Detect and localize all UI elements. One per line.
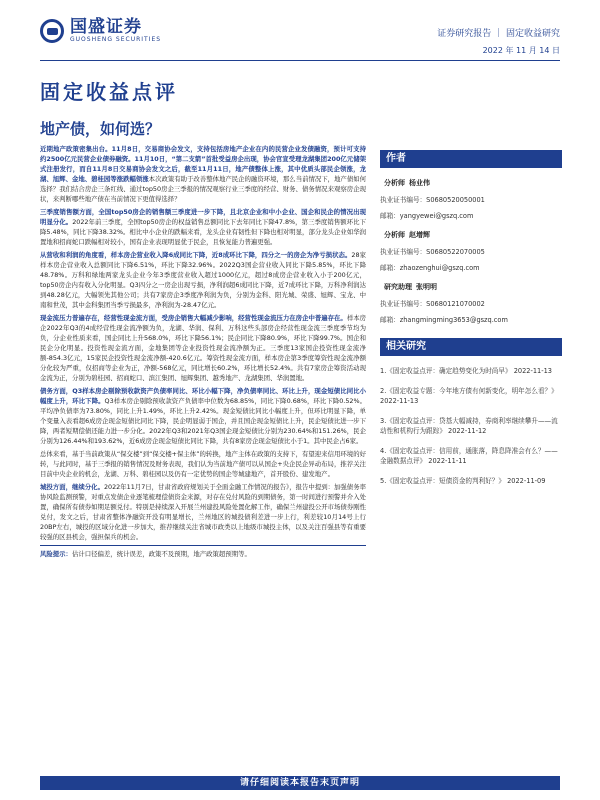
paragraph-lead: 从营收和利润的角度看，样本房企营业收入降6成同比下降，近8成环比下降，四分之一的房企为净亏损状态。 (40, 251, 352, 259)
paragraph-text: 2022年前三季度，全国top50房企的权益销售总额同比下去年同比下降47.8%，第三季度销售额环比下降5.48%，同比下降38.32%。相比中小企业的跌幅来看，龙头企业有韧性但下降也相对明显，部分龙头企业如华润置地和招商蛇口跌幅相对较小，国有企业表现明显优于民企，且恢复能力普遍更强。 (40, 218, 367, 246)
report-type: 证券研究报告 ｜ 固定收益研究 (437, 29, 560, 39)
analyst-name-line (380, 282, 562, 292)
related-research-list (380, 366, 562, 486)
logo-en-text: GUOSHENG SECURITIES (70, 36, 162, 43)
related-date: 2022-11-09 (507, 477, 546, 485)
analyst-name: 张明明 (416, 283, 437, 291)
paragraph-text: 本次政策有助于改善整体地产民企的融资环境，那么当前情况下，地产债如何选择？我们结合房企三条红线、通过top50房企三季报的情况观察行业三季度的经营、财务、债务情况来观察房企现状，来判断哪些地产债在当前情况下更值得选择？ (40, 175, 367, 203)
analyst-email[interactable]: 邮箱：zhangmingming3653@gszq.com (380, 316, 508, 324)
body-paragraph (40, 313, 366, 383)
analyst-role: 研究助理 (384, 283, 412, 291)
related-title: 2.《固定收益专题：今年地方债有何新变化，明年怎么看？》 (380, 387, 558, 395)
analyst-block (380, 230, 562, 272)
analyst-email[interactable]: 邮箱：zhaozenghui@gszq.com (380, 264, 480, 272)
paragraph-text: 总体来看，基于当前政策从“保交楼”到“保交楼+保主体”的转换，地产主体在政策的支持下，有望迎来信用环境的好转，与此同时，基于三季报的销售情况及财务表现，我们认为当前地产债可以从国企+央企民企异动布局，推荐关注目前中央企业的机会，龙湖、万科、碧桂园以及仍有一定优势的国企等城建地产，首开股份、建发地产。 (40, 450, 366, 478)
footer-disclaimer: 请仔细阅读本报告末页声明 (40, 776, 560, 790)
related-research-item[interactable] (380, 386, 562, 406)
analyst-license: 执业证书编号：S0680520050001 (380, 196, 485, 204)
body-paragraph (40, 386, 366, 446)
paragraph-lead: 三季度销售额方面，全国top50房企的销售额三季度进一步下降，且北京企业和中小企业、国企和民企的情况出现明显分化。 (40, 208, 366, 226)
logo-icon (40, 19, 64, 43)
analyst-block (380, 282, 562, 324)
main-body (40, 144, 366, 562)
body-paragraph (40, 207, 366, 247)
related-date: 2022-11-11 (428, 457, 467, 465)
paragraph-text: 2022年11月7日，甘肃省政府规划关于全面金融工作情况的报告》，报告中提到：加强债务率协风险监测预警，对重点发债企业逐笔梳理偿债资金来源，对存在兑付风险的到期债务，第一时间进行预警并介入处置，确保所有债券如期足额兑付。特别是持续深入开展兰州建投风险处置化解工作，确保兰州建投公开市场债券刚性兑付，发文之后，甘肃省整体净融资开没有明显增长，兰州地区的城投债利差进一步上行，利差较10月14号上行20BP左右，城投的区域分化进一步加大，推荐继续关注省城市政类以上地级市城投主体，以及关注百强县等有重要较强的区县机会，强担保兵的机会。 (40, 483, 366, 541)
analyst-name: 赵增辉 (409, 231, 430, 239)
paragraph-text: 28家样本房企营业收入总额同比下降6.51%，环比下降32.96%。2022Q3国企营业收入同比下降5.85%，环比下降48.78%。万科和绿地两家龙头企业今年3季度营业收入超过1000亿元，超过8成房企营业收入小于200亿元，top50房企内有收入分化明显。Q3四分之一房企出现亏损，净利润超6成同比下降，近7成环比下降，万科净利润达到48.28亿元，大幅领先其他公司；共有7家房企3季度净利润为负，分别为金科、阳光城、荣盛、旭辉、宝龙、中南和世茂，其中金科集团当季亏损最多，净利润为-28.47亿元。 (40, 251, 366, 309)
analyst-role: 分析师 (384, 231, 405, 239)
related-date: 2022-11-13 (513, 367, 553, 375)
analyst-name-line (380, 230, 562, 240)
paragraph-lead: 近期地产政策密集出台。11月8日，交易商协会发文，支持包括房地产企业在内的民营企业发债融资，预计可支持约2500亿元民营企业债券融资。11月10日，“第二支箭”首批受益房企出现，协会官宣受理龙湖集团200亿元储架式注册发行，而自11月8日交易商协会发文之后，截至11月11日，地产债整体上涨，其中优质头部民企领涨，龙湖、旭辉、金地、碧桂园等涨跌幅领涨 (40, 145, 366, 183)
paragraph-text: Q3样本房企剔除预收款资产负债率中位数为68.85%，同比下降0.68%，环比下降0.52%。平均净负债率为73.80%，同比上升1.49%，环比上升2.42%。现金短债比同比小幅度上升，但环比明显下降，单个变量入表看超6成房企现金短债比同比下降，民企明显弱于国企，并且国企现金短债比上升，民企短债比进一步下降，两者短期偿债还能力进一步分化。2022年Q3和2021年Q3国企现金短债比分别为230.64%和151.26%，民企分别为126.44%和193.62%，近6成房企现金短债比同比下降，共有8家房企现金短债比小于1。其中民企占6家。 (40, 397, 366, 445)
company-logo (40, 18, 161, 43)
report-header (0, 0, 600, 60)
authors-header: 作者 (380, 150, 562, 168)
related-research-header: 相关研究 (380, 338, 562, 356)
body-paragraph (40, 250, 366, 310)
related-research-item[interactable] (380, 366, 562, 376)
related-title: 4.《固定收益点评：信用前，通胀落，降息降准会有么？——金融数据点评》 (380, 447, 558, 465)
related-title: 1.《固定收益点评：确定趋势变化为时尚早》 (380, 367, 512, 375)
analyst-name: 杨业伟 (409, 179, 430, 187)
risk-warning (40, 545, 366, 559)
analyst-block (380, 178, 562, 220)
analyst-license: 执业证书编号：S0680121070002 (380, 300, 485, 308)
report-subtitle: 地产债，如何选？ (40, 120, 161, 138)
analyst-license: 执业证书编号：S0680522070005 (380, 248, 485, 256)
related-title: 5.《固定收益点评：短债资金的判利好？》 (380, 477, 505, 485)
analyst-name-line (380, 178, 562, 188)
analyst-role: 分析师 (384, 179, 405, 187)
related-research-item[interactable] (380, 476, 562, 486)
related-title: 3.《固定收益点评：贷基大幅减持，券商利率继续攀升——流动性和机构行为跟踪》 (380, 417, 558, 435)
logo-cn-text: 国盛证券 (70, 17, 142, 37)
related-research-item[interactable] (380, 416, 562, 436)
header-divider (40, 60, 560, 61)
paragraph-lead: 债务方面，Q3样本房企剔除预收款资产负债率同比、环比小幅下降，净负债率同比、环比上升，现金短债比同比小幅度上升，环比下降。 (40, 387, 366, 405)
related-date: 2022-11-12 (448, 427, 487, 435)
report-date: 2022 年 11 月 14 日 (482, 46, 560, 55)
paragraph-text: 样本房企2022年Q3的4成经营性现金流净额为负，龙湖、华润、保利、万科这些头部房企经营性现金流三季度季节均为负，分企业性质来看，国企同比上升568.0%，环比下降56.1%；民企同比下降80.9%，环比下降99.7%。国企和民企分化明显。投资性现金流方面，金地集团等企业投资性现金流净额为正。三季度13家国企投资性现金流净额-854.3亿元，15家民企投资性现金流净额-420.6亿元。筹资性现金流方面，样本房企第3季度筹资性现金流净额分化较为严重，仅招商等企业为正，净额-568亿元，同比增长60.2%，环比增长52.4%。共有7家房企筹资活动现金流为正，分别为碧桂园、招商蛇口、滨江集团、旭辉集团、越秀地产、龙湖集团、华润置地。 (40, 314, 367, 382)
body-paragraph (40, 449, 366, 479)
sidebar (380, 150, 562, 486)
related-date: 2022-11-13 (380, 397, 419, 405)
risk-text: 估计口径偏差，统计误差，政策不及预期，地产政策超预期等。 (71, 550, 251, 558)
body-paragraph (40, 482, 366, 542)
paragraph-lead: 城投方面，继续分化。 (40, 483, 104, 491)
analyst-email[interactable]: 邮箱：yangyewei@gszq.com (380, 212, 474, 220)
paragraph-lead: 现金流压力普遍存在，经营性现金流方面，受房企销售大幅减少影响，经营性现金流压力在房企中普遍存在。 (40, 314, 347, 322)
report-title: 固定收益点评 (40, 80, 178, 104)
related-research-item[interactable] (380, 446, 562, 466)
risk-lead: 风险提示： (40, 550, 72, 558)
body-paragraph (40, 144, 366, 204)
